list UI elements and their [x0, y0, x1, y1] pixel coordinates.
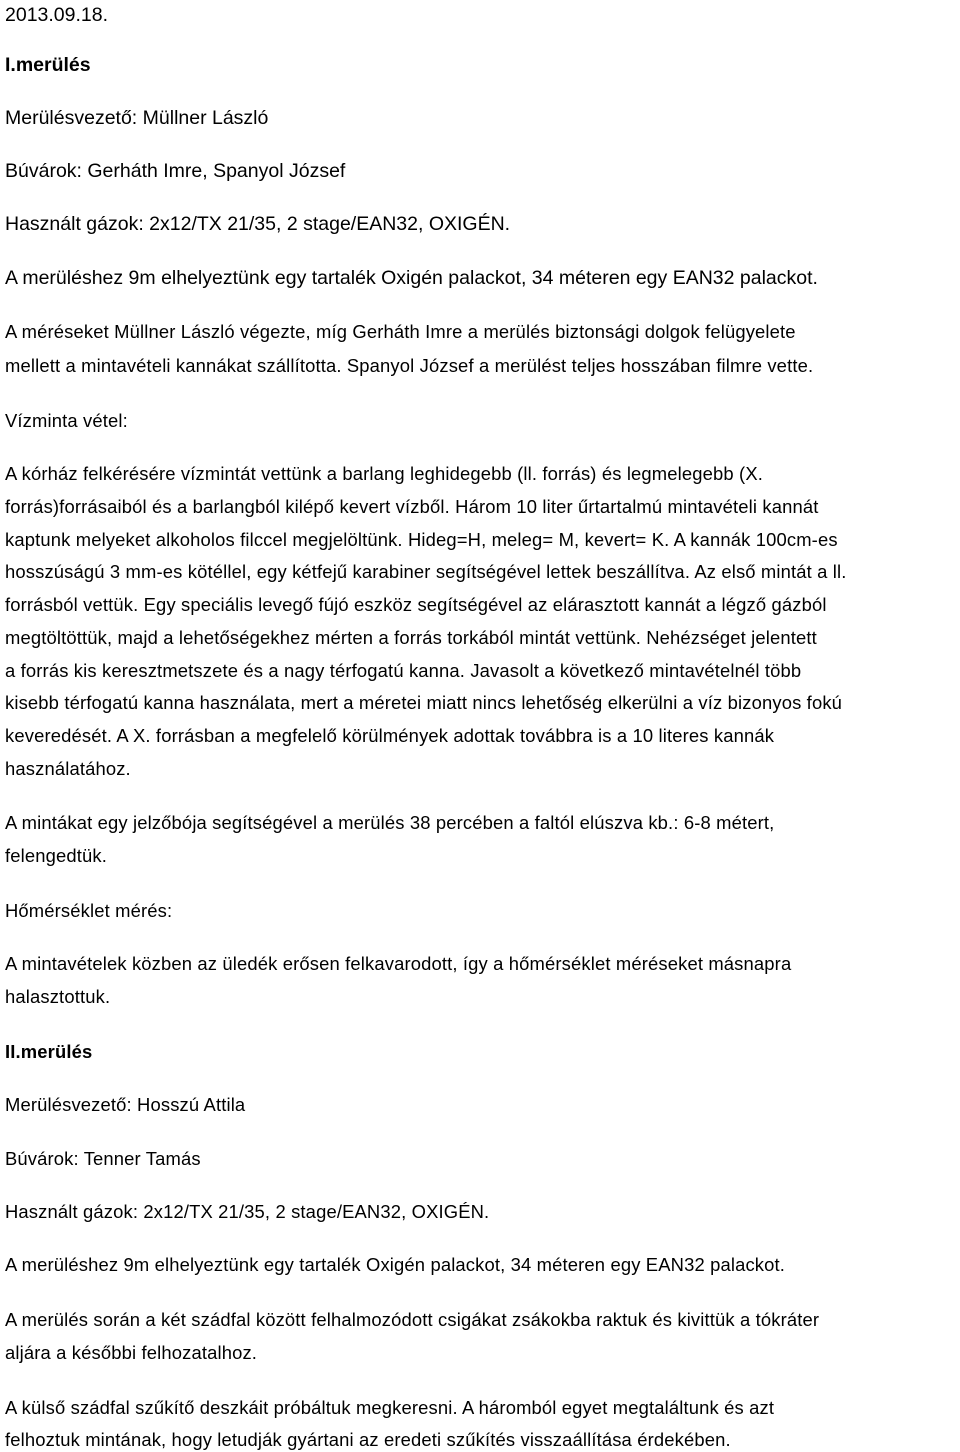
water-sampling-line: használatához. [5, 758, 131, 779]
dive1-tanks: A merüléshez 9m elhelyeztünk egy tartalék Oxigén palackot, 34 méteren egy EAN32 palackot. [5, 267, 818, 289]
snails-line: aljára a későbbi felhozatalhoz. [5, 1342, 258, 1363]
temperature-heading: Hőmérséklet mérés: [5, 900, 173, 921]
temperature-line: halasztottuk. [5, 986, 111, 1007]
water-sampling-heading: Vízminta vétel: [5, 410, 128, 431]
water-sampling-line: a forrás kis keresztmetszete és a nagy térfogatú kanna. Javasolt a következő mintavételnél több [5, 660, 802, 681]
temperature-line: A mintavételek közben az üledék erősen felkavarodott, így a hőmérséklet méréseket másnapra [5, 953, 792, 974]
dive2-tanks: A merüléshez 9m elhelyeztünk egy tartalék Oxigén palackot, 34 méteren egy EAN32 palackot. [5, 1254, 786, 1275]
outer-wall-line: felhoztuk mintának, hogy letudják gyártani az eredeti szűkítés visszaállítása érdekében. [5, 1429, 731, 1450]
dive1-divers: Búvárok: Gerháth Imre, Spanyol József [5, 160, 346, 182]
dive1-measurements-line: A méréseket Müllner László végezte, míg Gerháth Imre a merülés biztonsági dolgok felügyelete [5, 321, 796, 342]
dive1-gases: Használt gázok: 2x12/TX 21/35, 2 stage/EAN32, OXIGÉN. [5, 213, 511, 235]
dive1-heading: I.merülés [5, 54, 91, 76]
buoy-line: A mintákat egy jelzőbója segítségével a merülés 38 percében a faltól elúszva kb.: 6-8 métert, [5, 812, 775, 833]
buoy-line: felengedtük. [5, 845, 108, 866]
water-sampling-line: forrás)forrásaiból és a barlangból kilépő kevert vízből. Három 10 liter űrtartalmú mintavételi kannát [5, 496, 819, 517]
outer-wall-line: A külső szádfal szűkítő deszkáit próbáltuk megkeresni. A háromból egyet megtaláltunk és azt [5, 1397, 775, 1418]
snails-line: A merülés során a két szádfal között felhalmozódott csigákat zsákokba raktuk és kivittük a tókráter [5, 1309, 820, 1330]
water-sampling-line: forrásból vettük. Egy speciális levegő fújó eszköz segítségével az elárasztott kannát a légző gázból [5, 594, 827, 615]
water-sampling-line: keveredését. A X. forrásban a megfelelő körülmények adottak továbbra is a 10 literes kannák [5, 725, 775, 746]
water-sampling-line: kaptunk melyeket alkoholos filccel megjelöltünk. Hideg=H, meleg= M, kevert= K. A kannák 100cm-es [5, 529, 838, 550]
dive2-leader: Merülésvezető: Hosszú Attila [5, 1094, 246, 1115]
water-sampling-line: hosszúságú 3 mm-es kötéllel, egy kétfejű karabiner segítségével lettek beszállítva. Az első mintát a ll. [5, 561, 847, 582]
dive1-measurements-line: mellett a mintavételi kannákat szállította. Spanyol József a merülést teljes hosszában filmre vette. [5, 355, 814, 376]
dive2-heading: II.merülés [5, 1041, 93, 1062]
dive2-gases: Használt gázok: 2x12/TX 21/35, 2 stage/EAN32, OXIGÉN. [5, 1201, 490, 1222]
document-date: 2013.09.18. [5, 4, 109, 26]
water-sampling-line: kisebb térfogatú kanna használata, mert a méretei miatt nincs lehetőség elkerülni a víz bizonyos fokú [5, 692, 843, 713]
dive2-divers: Búvárok: Tenner Tamás [5, 1148, 201, 1169]
water-sampling-line: megtöltöttük, majd a lehetőségekhez mérten a forrás torkából mintát vettünk. Nehézséget jelentett [5, 627, 817, 648]
water-sampling-line: A kórház felkérésére vízmintát vettünk a barlang leghidegebb (ll. forrás) és legmelegebb (X. [5, 463, 763, 484]
dive1-leader: Merülésvezető: Müllner László [5, 107, 269, 129]
